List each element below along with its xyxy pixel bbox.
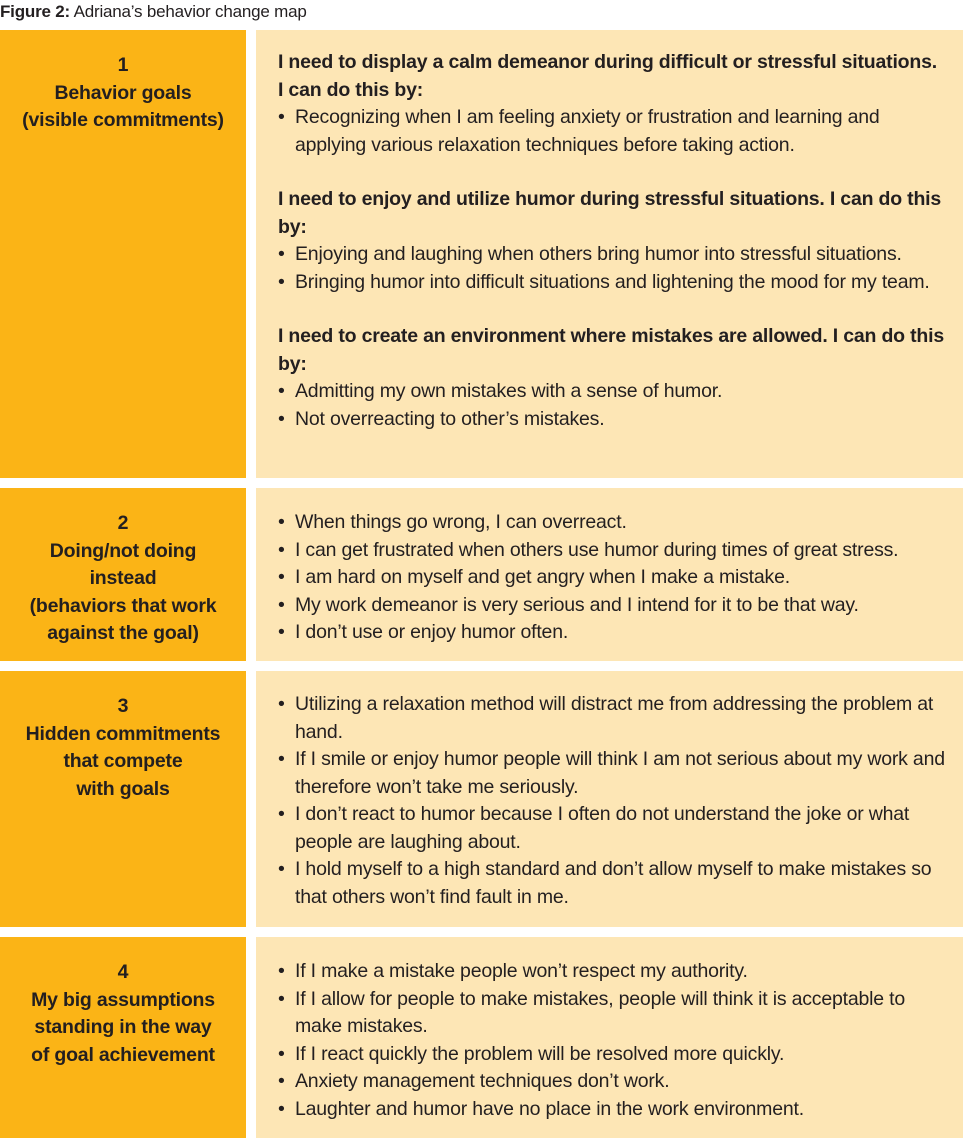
row-doing-not-doing — [0, 488, 963, 661]
list-item: • Utilizing a relaxation method will distract me from addressing the problem at hand. — [278, 691, 945, 746]
goal-heading — [278, 49, 945, 104]
list-item: • I don’t react to humor because I often do not understand the joke or what people are laughing about. — [278, 801, 945, 856]
list-item: • I am hard on myself and get angry when I make a mistake. — [278, 564, 945, 592]
row-label-cell — [0, 488, 246, 661]
bullet-list — [278, 958, 945, 1123]
row-label-line: against the goal) — [47, 622, 199, 644]
figure-caption — [0, 0, 307, 24]
row-number: 3 — [117, 695, 129, 717]
row-label-line: (behaviors that work — [29, 594, 217, 617]
list-item: • I don’t use or enjoy humor often. — [278, 619, 945, 647]
list-item: • Admitting my own mistakes with a sense of humor. — [278, 378, 945, 406]
row-label-cell — [0, 671, 246, 927]
row-label-line: My big assumptions — [31, 988, 215, 1011]
row-content-cell — [256, 671, 963, 927]
bullet-list — [278, 509, 945, 647]
goal-block — [278, 186, 945, 296]
goal-bullet-list — [278, 241, 945, 296]
row-label-cell — [0, 937, 246, 1138]
goal-block — [278, 323, 945, 433]
goal-subheading: I can do this by: — [278, 78, 424, 101]
list-item: • If I make a mistake people won’t respect my authority. — [278, 958, 945, 986]
list-item: • Recognizing when I am feeling anxiety or frustration and learning and applying various relaxation techniques before taking action. — [278, 104, 945, 159]
row-label-line: instead — [89, 567, 157, 589]
row-behavior-goals — [0, 30, 963, 478]
list-item: • Anxiety management techniques don’t work. — [278, 1068, 945, 1096]
list-item: • If I react quickly the problem will be resolved more quickly. — [278, 1041, 945, 1069]
list-item: • My work demeanor is very serious and I intend for it to be that way. — [278, 592, 945, 620]
goal-heading: I need to create an environment where mistakes are allowed. I can do this by: — [278, 325, 944, 375]
row-content-cell — [256, 937, 963, 1138]
list-item: • I hold myself to a high standard and don’t allow myself to make mistakes so that others won’t find fault in me. — [278, 856, 945, 911]
goal-heading: I need to enjoy and utilize humor during stressful situations. I can do this by: — [278, 188, 942, 238]
figure-label: Figure 2: — [0, 2, 70, 21]
row-number: 4 — [117, 961, 129, 983]
list-item: • Not overreacting to other’s mistakes. — [278, 406, 945, 434]
list-item: • When things go wrong, I can overreact. — [278, 509, 945, 537]
row-content-cell — [256, 488, 963, 661]
row-label-line: (visible commitments) — [22, 109, 224, 131]
goal-bullet-list — [278, 378, 945, 433]
list-item: • If I smile or enjoy humor people will think I am not serious about my work and therefore won’t take me seriously. — [278, 746, 945, 801]
row-label-line: with goals — [76, 777, 170, 800]
row-label-line: of goal achievement — [31, 1043, 215, 1066]
row-label-line: that compete — [63, 750, 183, 772]
row-big-assumptions — [0, 937, 963, 1138]
row-label-line: Doing/not doing — [49, 539, 197, 562]
row-content-cell — [256, 30, 963, 478]
row-label-line: Hidden commitments — [25, 722, 221, 745]
row-number: 1 — [117, 54, 129, 76]
list-item: • I can get frustrated when others use humor during times of great stress. — [278, 537, 945, 565]
row-label-line: standing in the way — [34, 1016, 212, 1038]
list-item: • If I allow for people to make mistakes, people will think it is acceptable to make mistakes. — [278, 986, 945, 1041]
goal-heading-text: I need to display a calm demeanor during difficult or stressful situations. — [278, 51, 937, 73]
list-item: • Enjoying and laughing when others bring humor into stressful situations. — [278, 241, 945, 269]
row-number: 2 — [117, 512, 129, 534]
row-label-cell — [0, 30, 246, 478]
row-label-line: Behavior goals — [54, 81, 192, 104]
list-item: • Bringing humor into difficult situations and lightening the mood for my team. — [278, 269, 945, 297]
row-hidden-commitments — [0, 671, 963, 927]
goal-bullet-list — [278, 104, 945, 159]
list-item: • Laughter and humor have no place in the work environment. — [278, 1096, 945, 1124]
bullet-list — [278, 691, 945, 911]
goal-block — [278, 49, 945, 159]
figure-title: Adriana’s behavior change map — [73, 2, 307, 21]
